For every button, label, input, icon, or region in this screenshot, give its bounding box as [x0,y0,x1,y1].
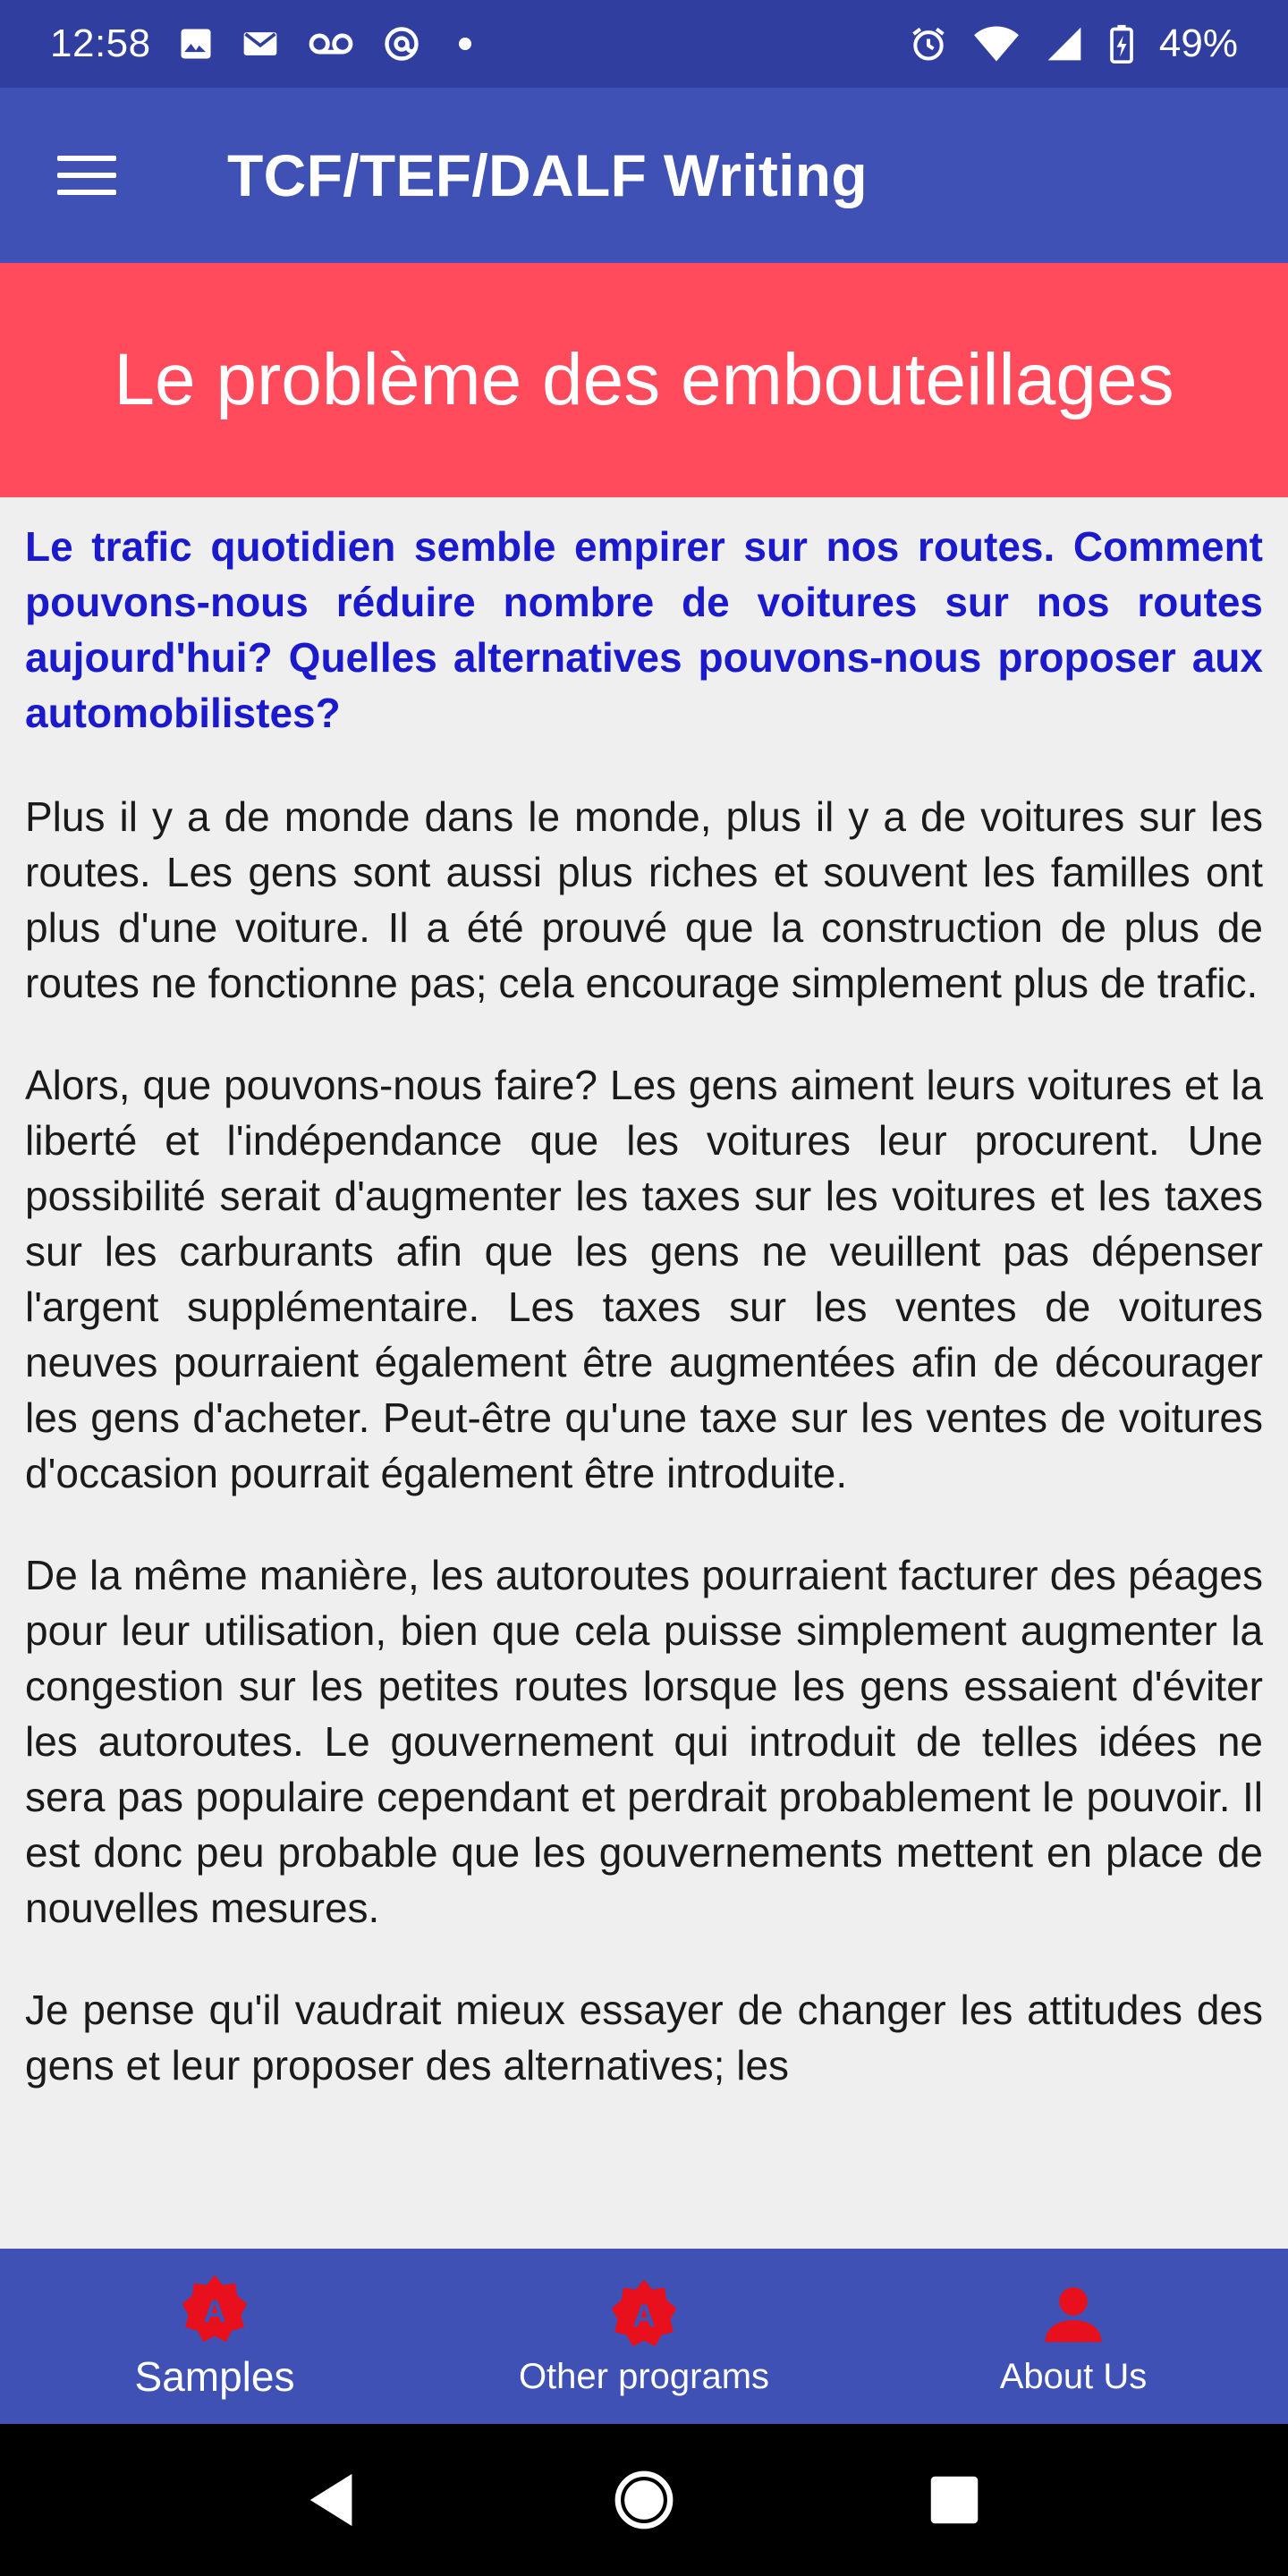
recents-icon[interactable] [923,2469,986,2531]
nav-label-other-programs: Other programs [518,2356,770,2396]
battery-percent: 49% [1158,21,1238,65]
article-paragraph: Plus il y a de monde dans le monde, plus il y a de voitures sur les routes. Les gens sont aussi plus riches et souvent les familles ont plus d'une voiture. Il a été prouvé que la construction de plus de routes ne fonctionne pas; cela encourage simplement plus de trafic. [25,793,1263,1006]
nav-item-other-programs[interactable] [429,2249,859,2424]
nav-label-about-us: About Us [999,2356,1148,2396]
back-icon[interactable] [302,2469,365,2531]
app-bar [0,88,1288,263]
status-bar [0,0,1288,88]
image-icon [176,24,216,64]
voicemail-icon [305,24,357,64]
article-paragraph: De la même manière, les autoroutes pourraient facturer des péages pour leur utilisation, bien que cela puisse simplement augmenter la congestion sur les petites routes lorsque les gens essaient d'éviter les autoroutes. Le gouvernement qui introduit de telles idées ne sera pas populaire cependant et perdrait probablement le pouvoir. Il est donc peu probable que les gouvernements mettent en place de nouvelles mesures. [25,1552,1263,1931]
hamburger-menu-icon[interactable] [57,156,116,195]
status-left [50,21,471,66]
system-navigation-bar [0,2424,1288,2576]
article-banner [0,263,1288,497]
app-title: TCF/TEF/DALF Writing [227,142,868,208]
article-paragraph: Alors, que pouvons-nous faire? Les gens aiment leurs voitures et la liberté et l'indépendance que les voitures leur procurent. Une possibilité serait d'augmenter les taxes sur les voitures et les taxes sur les carburants afin que les gens ne veuillent pas dépenser l'argent supplémentaire. Les taxes sur les ventes de voitures neuves pourraient également être augmentées afin de décourager les gens d'acheter. Peut-être qu'une taxe sur les ventes de voitures d'occasion pourrait également être introduite. [25,1062,1263,1496]
alarm-icon [909,24,948,64]
svg-text:A: A [203,2294,226,2329]
wifi-icon [973,24,1020,64]
nav-item-samples[interactable] [0,2249,429,2424]
nav-label-samples: Samples [134,2353,295,2400]
status-right [909,21,1238,66]
badge-a-icon [606,2276,682,2351]
article-content[interactable] [25,519,1263,2249]
svg-text:A: A [632,2298,656,2334]
article-paragraph: Je pense qu'il vaudrait mieux essayer de changer les attitudes des gens et leur proposer des alternatives; les [25,1987,1263,2089]
at-sign-icon [382,24,421,64]
article-title: Le problème des embouteillages [114,339,1174,420]
status-time: 12:58 [50,21,151,65]
notification-dot [459,38,471,50]
nav-item-about-us[interactable] [859,2249,1288,2424]
mail-icon [241,24,280,64]
person-icon [1036,2276,1111,2351]
bottom-navigation [0,2249,1288,2424]
signal-icon [1045,24,1084,64]
battery-charging-icon [1109,24,1134,64]
home-icon[interactable] [613,2469,675,2531]
article-question: Le trafic quotidien semble empirer sur nos routes. Comment pouvons-nous réduire nombre de voitures sur nos routes aujourd'hui? Quelles alternatives pouvons-nous proposer aux automobilistes? [25,523,1263,736]
badge-a-icon [177,2272,252,2347]
